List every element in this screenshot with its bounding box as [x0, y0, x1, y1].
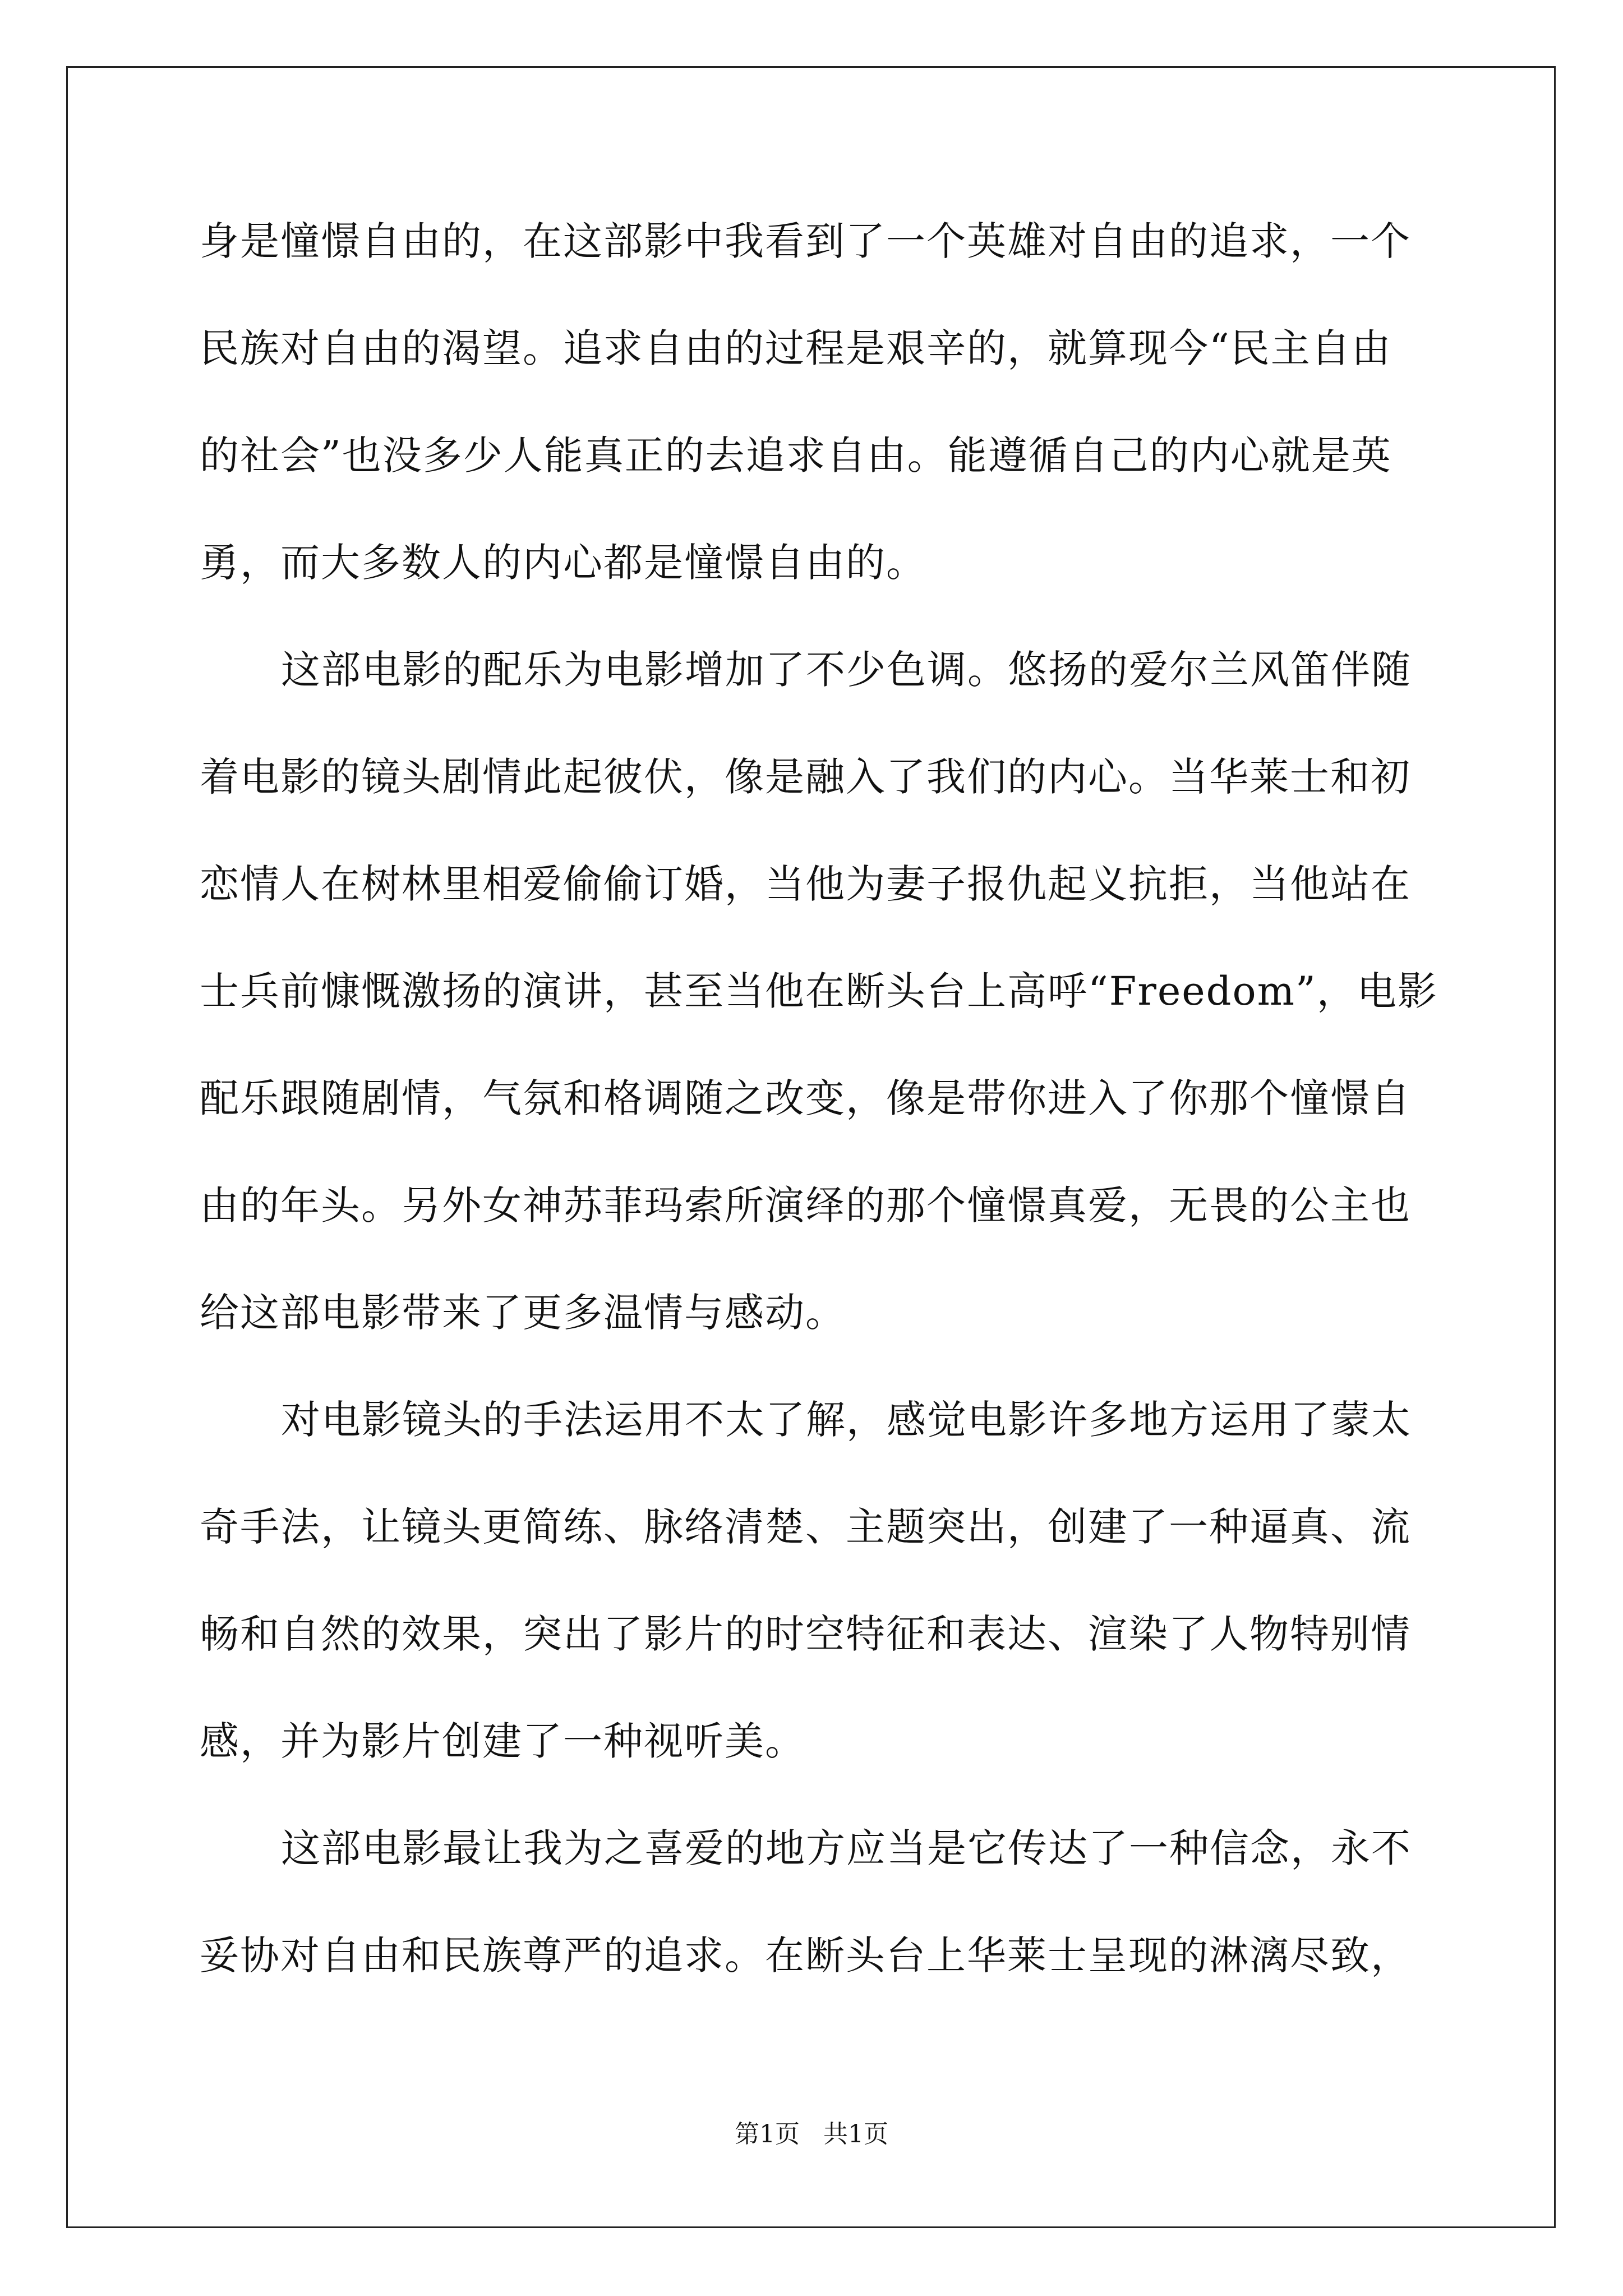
paragraph-first-line: 这部电影的配乐为电影增加了不少色调。悠扬的爱尔兰风笛伴随: [281, 647, 1412, 693]
paragraph-first-line: 这部电影最让我为之喜爱的地方应当是它传达了一种信念，永不: [281, 1825, 1412, 1871]
text-line: 着电影的镜头剧情此起彼伏，像是融入了我们的内心。当华莱士和初: [200, 754, 1411, 800]
text-line: 身是憧憬自由的，在这部影中我看到了一个英雄对自由的追求，一个: [200, 218, 1411, 264]
text-line: 民族对自由的渴望。追求自由的过程是艰辛的，就算现今“民主自由: [200, 325, 1392, 371]
text-line: 配乐跟随剧情，气氛和格调随之改变，像是带你进入了你那个憧憬自: [200, 1075, 1411, 1121]
page-footer: 第1页 共1页: [735, 2120, 888, 2148]
paragraph-first-line: 对电影镜头的手法运用不太了解，感觉电影许多地方运用了蒙太: [281, 1397, 1412, 1443]
text-line: 奇手法，让镜头更简练、脉络清楚、主题突出，创建了一种逼真、流: [200, 1504, 1411, 1550]
text-line: 畅和自然的效果，突出了影片的时空特征和表达、渲染了人物特别情: [200, 1611, 1411, 1657]
text-line: 感，并为影片创建了一种视听美。: [200, 1718, 805, 1764]
text-line: 勇，而大多数人的内心都是憧憬自由的。: [200, 540, 926, 586]
text-line: 妥协对自由和民族尊严的追求。在断头台上华莱士呈现的淋漓尽致，: [200, 1932, 1411, 1978]
text-line: 的社会”也没多少人能真正的去追求自由。能遵循自己的内心就是英: [200, 432, 1392, 478]
page-border: [66, 66, 1556, 2228]
text-line: 给这部电影带来了更多温情与感动。: [200, 1290, 846, 1336]
text-line: 由的年头。另外女神苏菲玛索所演绎的那个憧憬真爱，无畏的公主也: [200, 1182, 1411, 1228]
text-line: 恋情人在树林里相爱偷偷订婚，当他为妻子报仇起义抗拒，当他站在: [200, 861, 1411, 907]
text-line: 士兵前慷慨激扬的演讲，甚至当他在断头台上高呼“Freedom”，电影: [200, 968, 1438, 1014]
